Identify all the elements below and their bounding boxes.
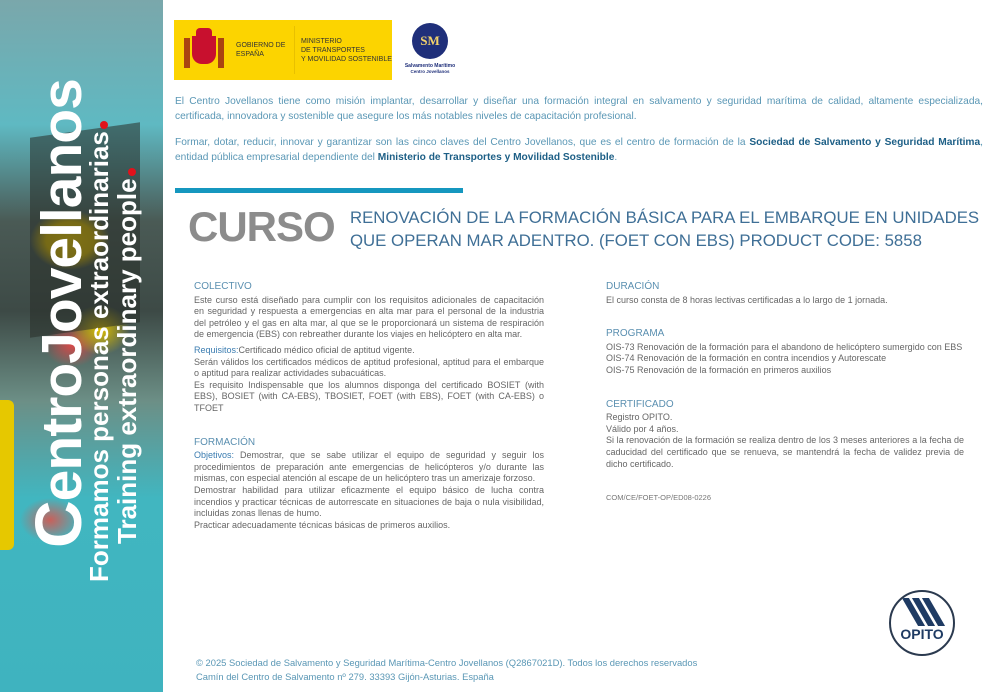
sidebar-photo — [0, 0, 163, 692]
requisitos-text-2: Serán válidos los certificados médicos de aptitud profesional, aptitud para el embarque o aptitud para realizar actividades subacuáticas. — [194, 356, 544, 379]
ministerio-label: MINISTERIO DE TRANSPORTES Y MOVILIDAD SOSTENIBLE — [301, 37, 392, 63]
document-code: COM/CE/FOET-OP/ED08-0226 — [606, 493, 712, 503]
link-ministerio: Ministerio de Transportes y Movilidad Sostenible — [377, 152, 615, 163]
course-label: CURSO — [188, 203, 335, 250]
gobierno-espana-logo — [174, 20, 392, 80]
gobierno-label: GOBIERNO DE ESPAÑA — [236, 42, 286, 58]
right-column — [606, 281, 964, 504]
requisitos-text-3: Es requisito Indispensable que los alumnos disponga del certificado BOSIET (with EBS), BOSIET (with CA-EBS), TBOSIET, FOET (with EBS), FOET (with CA-EBS) o TFOET — [194, 379, 544, 413]
objetivos-line: Objetivos: Demostrar, que se sabe utilizar el equipo de seguridad y seguir los procedimientos de preparación ante emergencias de helicópteros y/o durante las mismas, con especial atención al escape de un helicóptero tras un amerizaje forzoso. — [194, 450, 544, 484]
programa-heading: PROGRAMA — [606, 328, 665, 340]
opito-logo — [889, 590, 955, 656]
certificado-line-3: Si la renovación de la formación se realiza dentro de los 3 meses anteriores a la fecha de caducidad del certificado que se renueva, se mantendrá la fecha de validez previa de dicho certificado. — [606, 435, 964, 469]
objetivos-text-2: Demostrar habilidad para utilizar eficazmente el equipo básico de lucha contra incendios y practicar técnicas de autorrescate en situaciones de baja o nula visibilidad, incluidas zonas llenas de humo. — [194, 484, 544, 519]
certificado-line-1: Registro OPITO. — [606, 412, 673, 423]
coat-of-arms-icon — [184, 28, 224, 72]
brand-vertical-title: CentroJovellanos — [21, 79, 95, 548]
link-sociedad: Sociedad de Salvamento y Seguridad Marítima — [749, 137, 981, 148]
objetivos-text-3: Practicar adecuadamente técnicas básicas de primeros auxilios. — [194, 519, 451, 530]
red-dot-icon — [128, 168, 136, 176]
intro-keys: Formar, dotar, reducir, innovar y garantizar son las cinco claves del Centro Jovellanos, que es el centro de formación de la Sociedad de Salvamento y Seguridad Marítima, entidad pública empresarial dependiente del Ministerio de Transportes y Movilidad Sostenible. — [175, 137, 983, 163]
programa-item: OIS-73 Renovación de la formación para el abandono de helicóptero sumergido con EBS — [606, 341, 963, 352]
salvamento-maritimo-logo — [400, 20, 460, 74]
tagline-spanish: Formamos personas extraordinarias — [84, 121, 115, 582]
duracion-heading: DURACIÓN — [606, 281, 660, 292]
colectivo-heading: COLECTIVO — [194, 281, 252, 292]
footer — [196, 656, 697, 684]
left-column — [194, 281, 544, 531]
sm-emblem-icon: SM — [412, 23, 448, 59]
objetivos-label: Objetivos: — [194, 450, 235, 461]
footer-copyright: © 2025 Sociedad de Salvamento y Seguridad Marítima-Centro Jovellanos (Q2867021D). Todos los derechos reservados — [196, 657, 698, 668]
intro-mission: El Centro Jovellanos tiene como misión implantar, desarrollar y diseñar una formación integral en salvamento y seguridad marítima de calidad, altamente especializada, certificada, innovadora y sostenible que asegure los más notables niveles de capacitación profesional. — [175, 96, 983, 122]
programa-item: OIS-74 Renovación de la formación en contra incendios y Autorescate — [606, 353, 887, 364]
formacion-heading: FORMACIÓN — [194, 436, 256, 448]
opito-label: OPITO — [900, 626, 944, 642]
requisitos-line: Requisitos:Certificado médico oficial de aptitud vigente. — [194, 344, 415, 355]
opito-stripes-icon — [906, 598, 944, 624]
photo-lane-buoy — [0, 400, 14, 550]
programa-item: OIS-75 Renovación de la formación en primeros auxilios — [606, 364, 832, 375]
course-title: RENOVACIÓN DE LA FORMACIÓN BÁSICA PARA EL EMBARQUE EN UNIDADES QUE OPERAN MAR ADENTRO. (FOET CON EBS) PRODUCT CODE: 5858 — [350, 208, 980, 250]
duracion-text: El curso consta de 8 horas lectivas certificadas a lo largo de 1 jornada. — [606, 294, 888, 305]
salvamento-name: Salvamento Marítimo — [404, 63, 456, 69]
footer-address: Camín del Centro de Salvamento nº 279. 33393 Gijón-Asturias. España — [196, 671, 494, 682]
certificado-line-2: Válido por 4 años. — [606, 423, 679, 434]
salvamento-subname: Centro Jovellanos — [410, 69, 450, 74]
colectivo-text: Este curso está diseñado para cumplir con los requisitos adicionales de capacitación en seguridad y respuesta a emergencias en alta mar para el personal de la industria del petróleo y el gas en alta mar, al que se le proporcionará un sistema de respiración de emergencia (EBS) con rebreather durante los viajes en helicóptero en alta mar. — [194, 294, 544, 340]
certificado-heading: CERTIFICADO — [606, 398, 674, 410]
requisitos-label: Requisitos: — [194, 344, 239, 355]
logo-divider — [294, 26, 295, 74]
section-divider — [175, 188, 463, 193]
tagline-english: Training extraordinary people — [112, 168, 143, 544]
red-dot-icon — [100, 121, 108, 129]
